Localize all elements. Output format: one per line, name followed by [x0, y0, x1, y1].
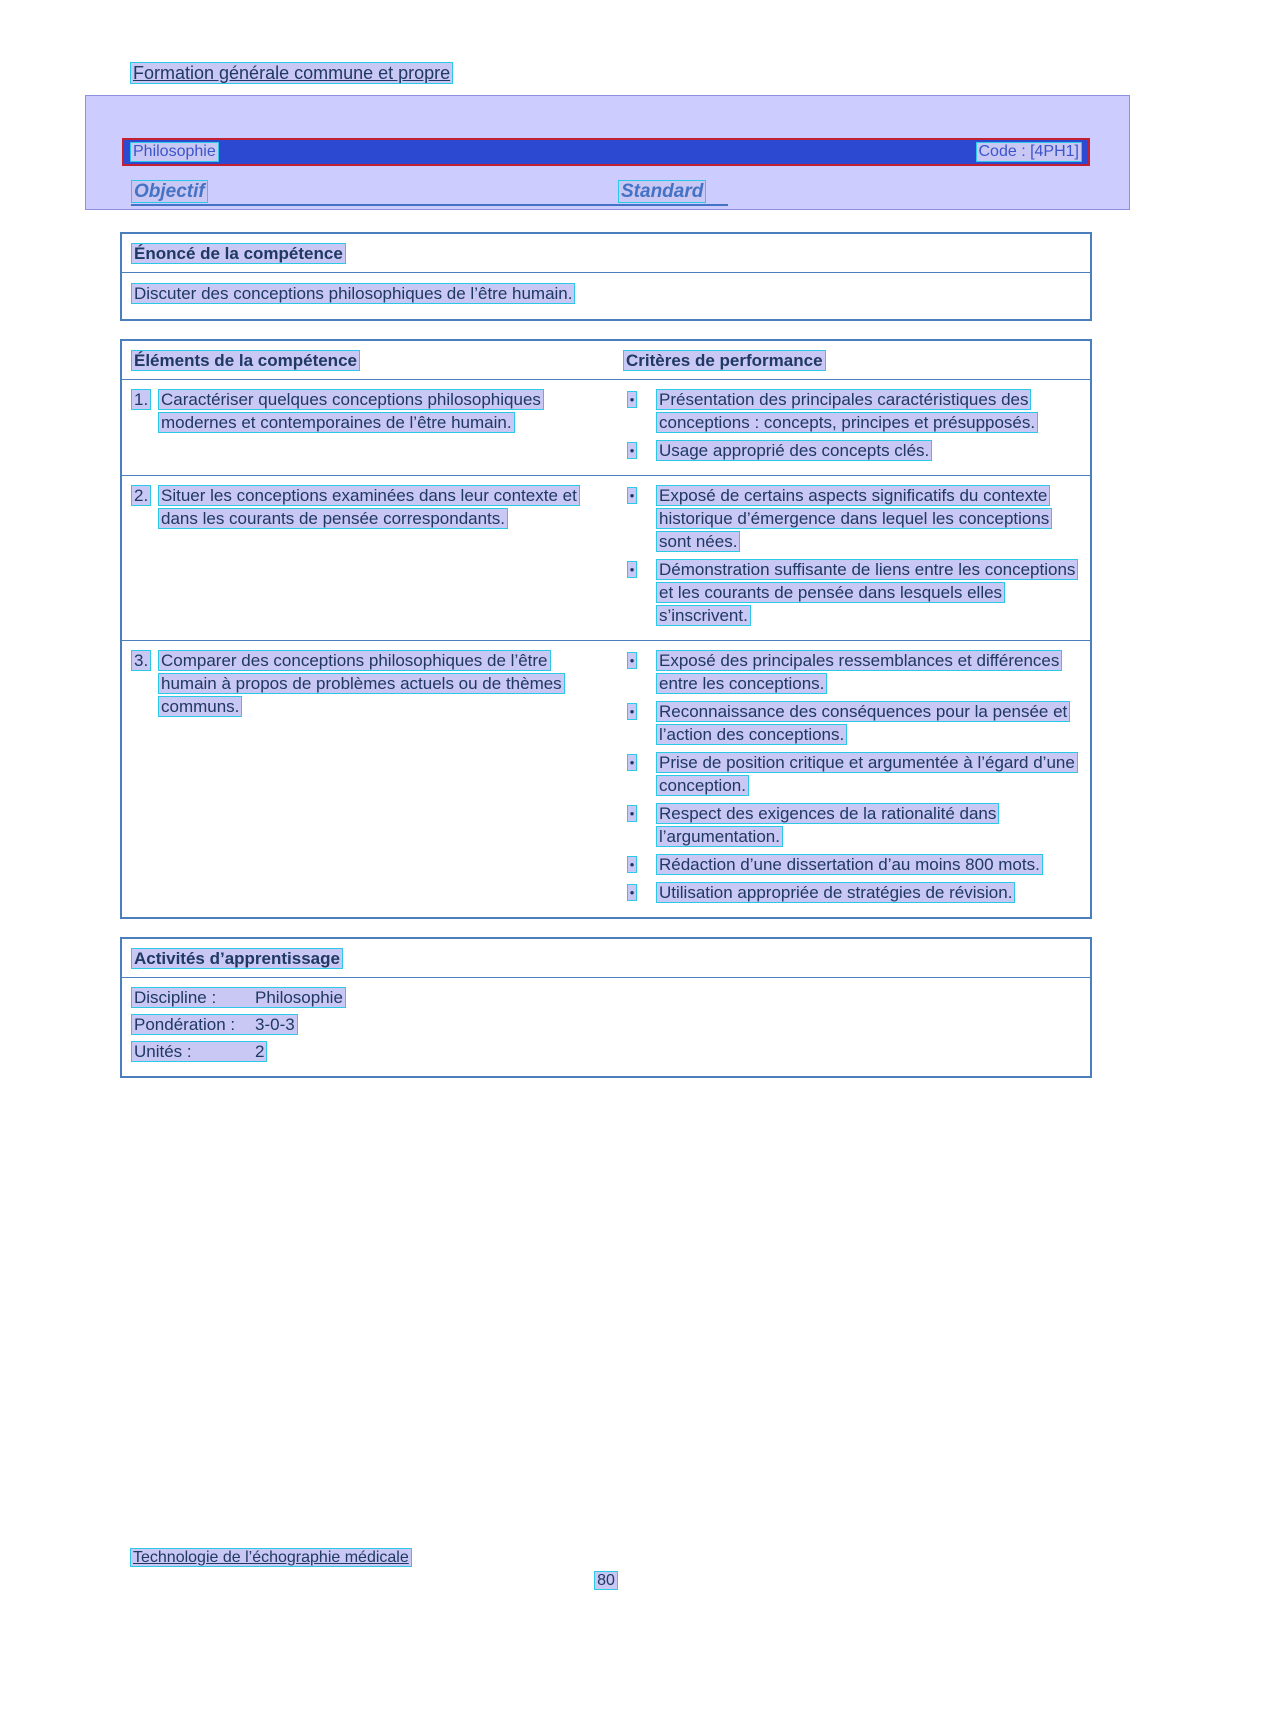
element-cell — [122, 649, 614, 904]
activity-line — [131, 986, 1081, 1009]
activity-line — [131, 1040, 1081, 1063]
competency-statement-header — [122, 234, 1090, 273]
course-title: Philosophie — [130, 142, 219, 162]
bullet-icon: • — [624, 802, 640, 825]
criteria-item — [624, 802, 1078, 848]
criteria-column-header: Critères de performance — [614, 341, 1090, 379]
criteria-text: Respect des exigences de la rationalité dans l’argumentation. — [656, 803, 999, 847]
criteria-text: Prise de position critique et argumentée à l’égard d’une conception. — [656, 752, 1078, 796]
bullet-icon: • — [624, 388, 640, 411]
competency-statement-title: Énoncé de la compétence — [131, 243, 346, 264]
table-row — [122, 475, 1090, 640]
competency-statement-text: Discuter des conceptions philosophiques de l’être humain. — [131, 283, 575, 304]
competency-statement-body — [122, 273, 1090, 319]
element-text: Caractériser quelques conceptions philosophiques modernes et contemporaines de l’être humain. — [158, 389, 544, 433]
course-code: Code : [4PH1] — [976, 142, 1083, 162]
course-title-bar — [122, 138, 1090, 166]
criteria-text: Usage approprié des concepts clés. — [656, 440, 932, 461]
activity-value: 2 — [255, 1042, 265, 1061]
criteria-text: Exposé des principales ressemblances et différences entre les conceptions. — [656, 650, 1062, 694]
element-text: Comparer des conceptions philosophiques de l’être humain à propos de problèmes actuels ou de thèmes communs. — [158, 650, 565, 717]
criteria-cell — [614, 484, 1090, 627]
footer-program-name: Technologie de l’échographie médicale — [130, 1548, 412, 1567]
bullet-icon: • — [624, 700, 640, 723]
criteria-text: Présentation des principales caractéristiques des conceptions : concepts, principes et présupposés. — [656, 389, 1038, 433]
element-number: 2. — [131, 485, 151, 506]
criteria-cell — [614, 388, 1090, 462]
elements-criteria-table — [120, 339, 1092, 919]
bullet-icon: • — [624, 649, 640, 672]
criteria-item — [624, 558, 1078, 627]
criteria-text: Démonstration suffisante de liens entre les conceptions et les courants de pensée dans lesquels elles s’inscrivent. — [656, 559, 1078, 626]
table-row — [122, 640, 1090, 917]
criteria-item — [624, 439, 1078, 462]
course-banner — [85, 95, 1130, 210]
criteria-text: Rédaction d’une dissertation d’au moins 800 mots. — [656, 854, 1043, 875]
objective-standard-row — [131, 180, 728, 206]
activity-value: Philosophie — [255, 988, 343, 1007]
activity-label: Unités : — [134, 1042, 192, 1061]
competency-statement-table — [120, 232, 1092, 321]
criteria-cell — [614, 649, 1090, 904]
page-number-container — [120, 1569, 1092, 1592]
element-number: 1. — [131, 389, 151, 410]
learning-activities-header — [122, 939, 1090, 978]
bullet-icon: • — [624, 751, 640, 774]
activity-label: Discipline : — [134, 988, 217, 1007]
activity-label: Pondération : — [134, 1015, 236, 1034]
bullet-icon: • — [624, 439, 640, 462]
criteria-item — [624, 649, 1078, 695]
footer — [130, 1546, 412, 1569]
criteria-item — [624, 881, 1078, 904]
element-cell — [122, 388, 614, 462]
activity-line — [131, 1013, 1081, 1036]
standard-heading: Standard — [618, 180, 706, 203]
criteria-item — [624, 751, 1078, 797]
criteria-item — [624, 484, 1078, 553]
elements-criteria-header-row — [122, 341, 1090, 379]
learning-activities-table — [120, 937, 1092, 1078]
objective-heading: Objectif — [131, 180, 208, 203]
criteria-item — [624, 853, 1078, 876]
element-text: Situer les conceptions examinées dans leur contexte et dans les courants de pensée correspondants. — [158, 485, 580, 529]
activity-value: 3-0-3 — [255, 1015, 295, 1034]
bullet-icon: • — [624, 484, 640, 507]
criteria-text: Utilisation appropriée de stratégies de révision. — [656, 882, 1015, 903]
bullet-icon: • — [624, 558, 640, 581]
learning-activities-body — [122, 978, 1090, 1076]
bullet-icon: • — [624, 853, 640, 876]
bullet-icon: • — [624, 881, 640, 904]
page-number: 80 — [594, 1571, 618, 1590]
criteria-text: Exposé de certains aspects significatifs du contexte historique d’émergence dans lequel les conceptions sont nées. — [656, 485, 1052, 552]
criteria-text: Reconnaissance des conséquences pour la pensée et l’action des conceptions. — [656, 701, 1070, 745]
criteria-item — [624, 388, 1078, 434]
element-number: 3. — [131, 650, 151, 671]
elements-column-header: Éléments de la compétence — [122, 341, 614, 379]
criteria-item — [624, 700, 1078, 746]
document-section-header — [130, 62, 1275, 85]
element-cell — [122, 484, 614, 627]
learning-activities-title: Activités d’apprentissage — [131, 948, 343, 969]
table-row — [122, 379, 1090, 475]
section-title: Formation générale commune et propre — [130, 62, 453, 84]
